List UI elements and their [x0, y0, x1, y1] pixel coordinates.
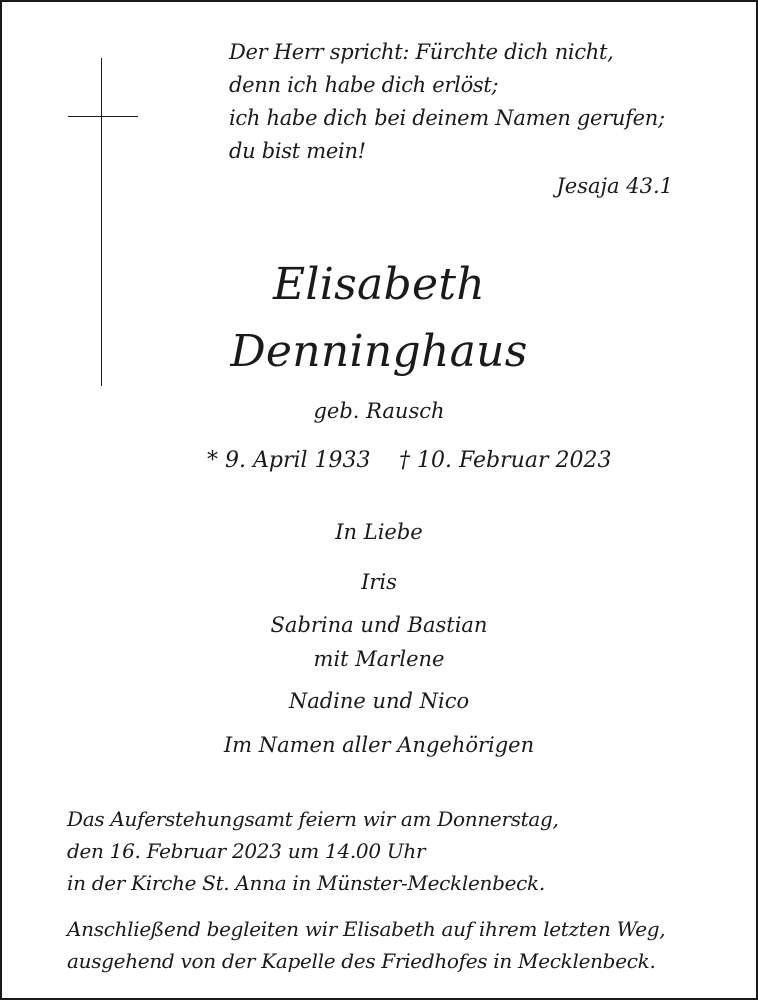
mourners-closing: Im Namen aller Angehörigen: [223, 733, 535, 757]
verse-reference: Jesaja 43.1: [556, 174, 673, 198]
service-line: den 16. Februar 2023 um 14.00 Uhr: [67, 839, 426, 863]
burial-details: [67, 913, 665, 977]
deceased-last-name: Denninghaus: [230, 326, 528, 377]
mourner-name: mit Marlene: [313, 647, 445, 671]
birth-date: * 9. April 1933: [207, 448, 371, 473]
service-details: [67, 803, 559, 899]
birth-name: geb. Rausch: [313, 399, 445, 423]
cross-icon-bar: [68, 116, 138, 117]
verse-line: Der Herr spricht: Fürchte dich nicht,: [229, 40, 614, 64]
deceased-first-name: Elisabeth: [272, 259, 485, 310]
mourner-name: Sabrina und Bastian: [270, 613, 488, 637]
verse-line: denn ich habe dich erlöst;: [229, 73, 499, 97]
verse-line: du bist mein!: [229, 139, 366, 163]
mourners-intro: In Liebe: [335, 520, 423, 544]
mourner-name: Nadine und Nico: [288, 689, 470, 713]
service-line: Das Auferstehungsamt feiern wir am Donnerstag,: [67, 807, 559, 831]
service-line: in der Kirche St. Anna in Münster-Mecklenbeck.: [67, 871, 545, 895]
death-date: † 10. Februar 2023: [399, 448, 612, 473]
burial-line: ausgehend von der Kapelle des Friedhofes in Mecklenbeck.: [67, 949, 656, 973]
bible-verse: [229, 36, 665, 168]
burial-line: Anschließend begleiten wir Elisabeth auf ihrem letzten Weg,: [67, 917, 666, 941]
verse-line: ich habe dich bei deinem Namen gerufen;: [229, 106, 665, 130]
mourner-name: Iris: [361, 570, 397, 594]
